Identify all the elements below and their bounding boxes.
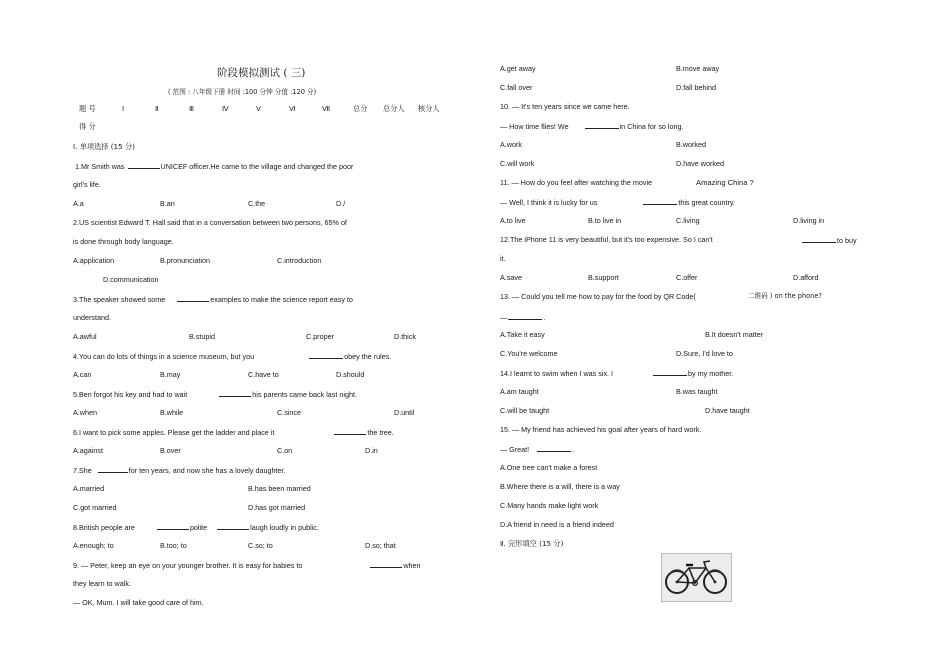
q15-text-a: 15. — My friend has achieved his goal after years of hard work. — [500, 425, 702, 434]
q8-option-b: B.too; to — [160, 541, 187, 550]
q12-blank — [802, 236, 836, 243]
q3-option-c: C.proper — [306, 332, 334, 341]
score-header-6: Ⅵ — [289, 104, 296, 113]
q5-option-d: D.until — [394, 408, 415, 417]
q13-option-d: D.Sure, I'd love to — [676, 349, 733, 358]
q14-text-a: 14.I learnt to swim when I was six. I — [500, 369, 614, 378]
q1-option-a: A.a — [73, 199, 84, 208]
q8-text-c: laugh loudly in public. — [250, 523, 319, 532]
q11-option-d: D.living in — [793, 216, 825, 225]
q4-option-b: B.may — [160, 370, 181, 379]
q15-text-c: . — [572, 445, 575, 454]
q13-text-b: 二维码 ) on the phone? — [748, 292, 822, 300]
q10-text-a: 10. — It's ten years since we came here. — [500, 102, 630, 111]
q3-option-d: D.thick — [394, 332, 416, 341]
q11-option-c: C.living — [676, 216, 700, 225]
q9-option-c: C.fall over — [500, 83, 533, 92]
q5-option-a: A.when — [73, 408, 97, 417]
q10-text-b: — How time flies! We — [500, 122, 569, 131]
q9-option-d: D.fall behind — [676, 83, 716, 92]
q4-option-d: D.should — [336, 370, 365, 379]
q2-text-b: is done through body language. — [73, 237, 174, 246]
q6-option-c: C.on — [277, 446, 293, 455]
q2-text-a: 2.US scientist Edward T. Hall said that in a conversation between two persons, 65% of — [73, 218, 347, 227]
q9-option-b: B.move away — [676, 64, 720, 73]
q3-text-c: understand. — [73, 313, 111, 322]
q2-option-a: A.application — [73, 256, 115, 265]
q9-option-a: A.get away — [500, 64, 536, 73]
q6-text-a: 6.I want to pick some apples. Please get the ladder and place it — [73, 428, 275, 437]
score-header-4: Ⅳ — [222, 104, 229, 113]
score-header-1: Ⅰ — [122, 104, 125, 113]
q10-option-c: C.will work — [500, 159, 535, 168]
q1-option-c: C.the — [248, 199, 266, 208]
q6-option-b: B.over — [160, 446, 181, 455]
q11-text-c: — Well, I think it is lucky for us — [500, 198, 598, 207]
q9-text-c: they learn to walk. — [73, 579, 131, 588]
q10-option-d: D.have worked — [676, 159, 724, 168]
q10-option-b: B.worked — [676, 140, 706, 149]
q9-text-d: — OK, Mum. I will take good care of him. — [73, 598, 204, 607]
score-row-label: 得 分 — [79, 122, 96, 131]
q6-option-a: A.against — [73, 446, 103, 455]
q13-text-a: 13. — Could you tell me how to pay for the food by QR Code( — [500, 292, 696, 301]
score-header-total: 总分 — [353, 104, 368, 113]
score-header-3: Ⅲ — [189, 104, 194, 113]
q15-text-b: — Great! — [500, 445, 530, 454]
q11-blank — [643, 198, 677, 205]
q8-option-a: A.enough; to — [73, 541, 114, 550]
q5-option-b: B.while — [160, 408, 184, 417]
q4-option-a: A.can — [73, 370, 92, 379]
q7-text-b: for ten years, and now she has a lovely daughter. — [128, 466, 286, 475]
q7-option-c: C.got married — [73, 503, 117, 512]
score-header-7: Ⅶ — [322, 104, 331, 113]
q8-blank-1 — [157, 523, 189, 530]
score-header-checker: 核分人 — [418, 104, 440, 113]
q6-blank — [334, 428, 366, 435]
section-2-heading: Ⅱ. 完形填空 (15 分) — [500, 539, 564, 548]
q11-text-b: Amazing China ? — [696, 178, 754, 187]
q11-text-d: this great country. — [678, 198, 735, 207]
q1-option-d: D./ — [336, 199, 346, 208]
q7-option-b: B.has been married — [248, 484, 311, 493]
q12-option-b: B.support — [588, 273, 619, 282]
q3-blank — [177, 295, 209, 302]
page-subtitle: ( 范围 : 八年级下册 时间 :100 分钟 分值 :120 分) — [168, 88, 317, 96]
q7-option-d: D.has got married — [248, 503, 306, 512]
q3-option-b: B.stupid — [189, 332, 215, 341]
q14-text-b: by my mother. — [688, 369, 734, 378]
q8-option-c: C.so; to — [248, 541, 273, 550]
q1-blank — [128, 162, 160, 169]
q8-text-a: 8.British people are — [73, 523, 135, 532]
q4-text-a: 4.You can do lots of things in a science museum, but you — [73, 352, 255, 361]
q14-option-d: D.have taught — [705, 406, 750, 415]
q10-text-c: in China for so long. — [619, 122, 684, 131]
q13-option-b: B.It doesn't matter — [705, 330, 764, 339]
q12-option-c: C.offer — [676, 273, 698, 282]
q13-option-c: C.You're welcome — [500, 349, 558, 358]
q12-text-b: to buy — [837, 236, 857, 245]
q13-blank — [508, 313, 542, 320]
q1-text-b: UNICEF officer.He came to the village and changed the poor — [160, 162, 354, 171]
q7-text-a: 7.She — [73, 466, 92, 475]
bicycle-icon — [662, 554, 731, 601]
q15-option-a: A.One tree can't make a forest — [500, 463, 598, 472]
q15-option-d: D.A friend in need is a friend indeed — [500, 520, 614, 529]
q8-text-b: polite — [189, 523, 208, 532]
q11-option-b: B.to live in — [588, 216, 622, 225]
q8-blank-2 — [217, 523, 249, 530]
q8-option-d: D.so; that — [365, 541, 396, 550]
q2-option-c: C.introduction — [277, 256, 322, 265]
q9-blank — [370, 561, 402, 568]
q15-option-b: B.Where there is a will, there is a way — [500, 482, 620, 491]
q11-text-a: 11. — How do you feel after watching the movie — [500, 178, 653, 187]
q3-text-a: 3.The speaker showed some — [73, 295, 166, 304]
q12-text-a: 12.The iPhone 11 is very beautiful, but it's too expensive. So I can't — [500, 235, 713, 244]
q14-option-b: B.was taught — [676, 387, 718, 396]
q7-blank — [98, 466, 128, 473]
q12-option-a: A.save — [500, 273, 522, 282]
q9-text-a: 9. — Peter, keep an eye on your younger brother. It is easy for babies to — [73, 561, 303, 570]
q5-option-c: C.since — [277, 408, 301, 417]
q2-option-b: B.pronunciation — [160, 256, 210, 265]
page-title: 阶段模拟测试 ( 三) — [217, 67, 306, 79]
q5-text-b: his parents came back last night. — [252, 390, 357, 399]
q1-text-c: girl's life. — [73, 180, 101, 189]
q14-blank — [653, 369, 687, 376]
q12-text-c: it. — [500, 254, 506, 263]
q3-option-a: A.awful — [73, 332, 97, 341]
q4-text-b: obey the rules. — [344, 352, 392, 361]
q11-option-a: A.to live — [500, 216, 526, 225]
q13-text-c: — — [500, 313, 508, 322]
q3-text-b: examples to make the science report easy to — [210, 295, 353, 304]
q7-option-a: A.married — [73, 484, 105, 493]
q15-option-c: C.Many hands make light work — [500, 501, 599, 510]
score-header-label: 题 号 — [79, 104, 96, 113]
q6-text-b: the tree. — [367, 428, 394, 437]
q2-option-d: D.communication — [103, 275, 159, 284]
q14-option-c: C.will be taught — [500, 406, 550, 415]
score-header-2: Ⅱ — [155, 104, 159, 113]
q10-blank — [585, 122, 619, 129]
q12-option-d: D.afford — [793, 273, 819, 282]
bicycle-photo — [661, 553, 732, 602]
q5-blank — [219, 390, 251, 397]
q15-blank — [537, 445, 571, 452]
q14-option-a: A.am taught — [500, 387, 539, 396]
q5-text-a: 5.Ben forgot his key and had to wait — [73, 390, 188, 399]
score-header-scorer: 总分人 — [383, 104, 405, 113]
q1-option-b: B.an — [160, 199, 175, 208]
q13-option-a: A.Take it easy — [500, 330, 545, 339]
q1-text-a: 1.Mr Smith was — [75, 162, 125, 171]
q6-option-d: D.in — [365, 446, 378, 455]
score-header-5: Ⅴ — [256, 104, 261, 113]
q4-blank — [309, 352, 343, 359]
q4-option-c: C.have to — [248, 370, 279, 379]
q10-option-a: A.work — [500, 140, 522, 149]
q13-text-d: . — [543, 313, 546, 322]
section-1-heading: Ⅰ. 单项选择 (15 分) — [73, 142, 135, 151]
q9-text-b: when — [403, 561, 421, 570]
